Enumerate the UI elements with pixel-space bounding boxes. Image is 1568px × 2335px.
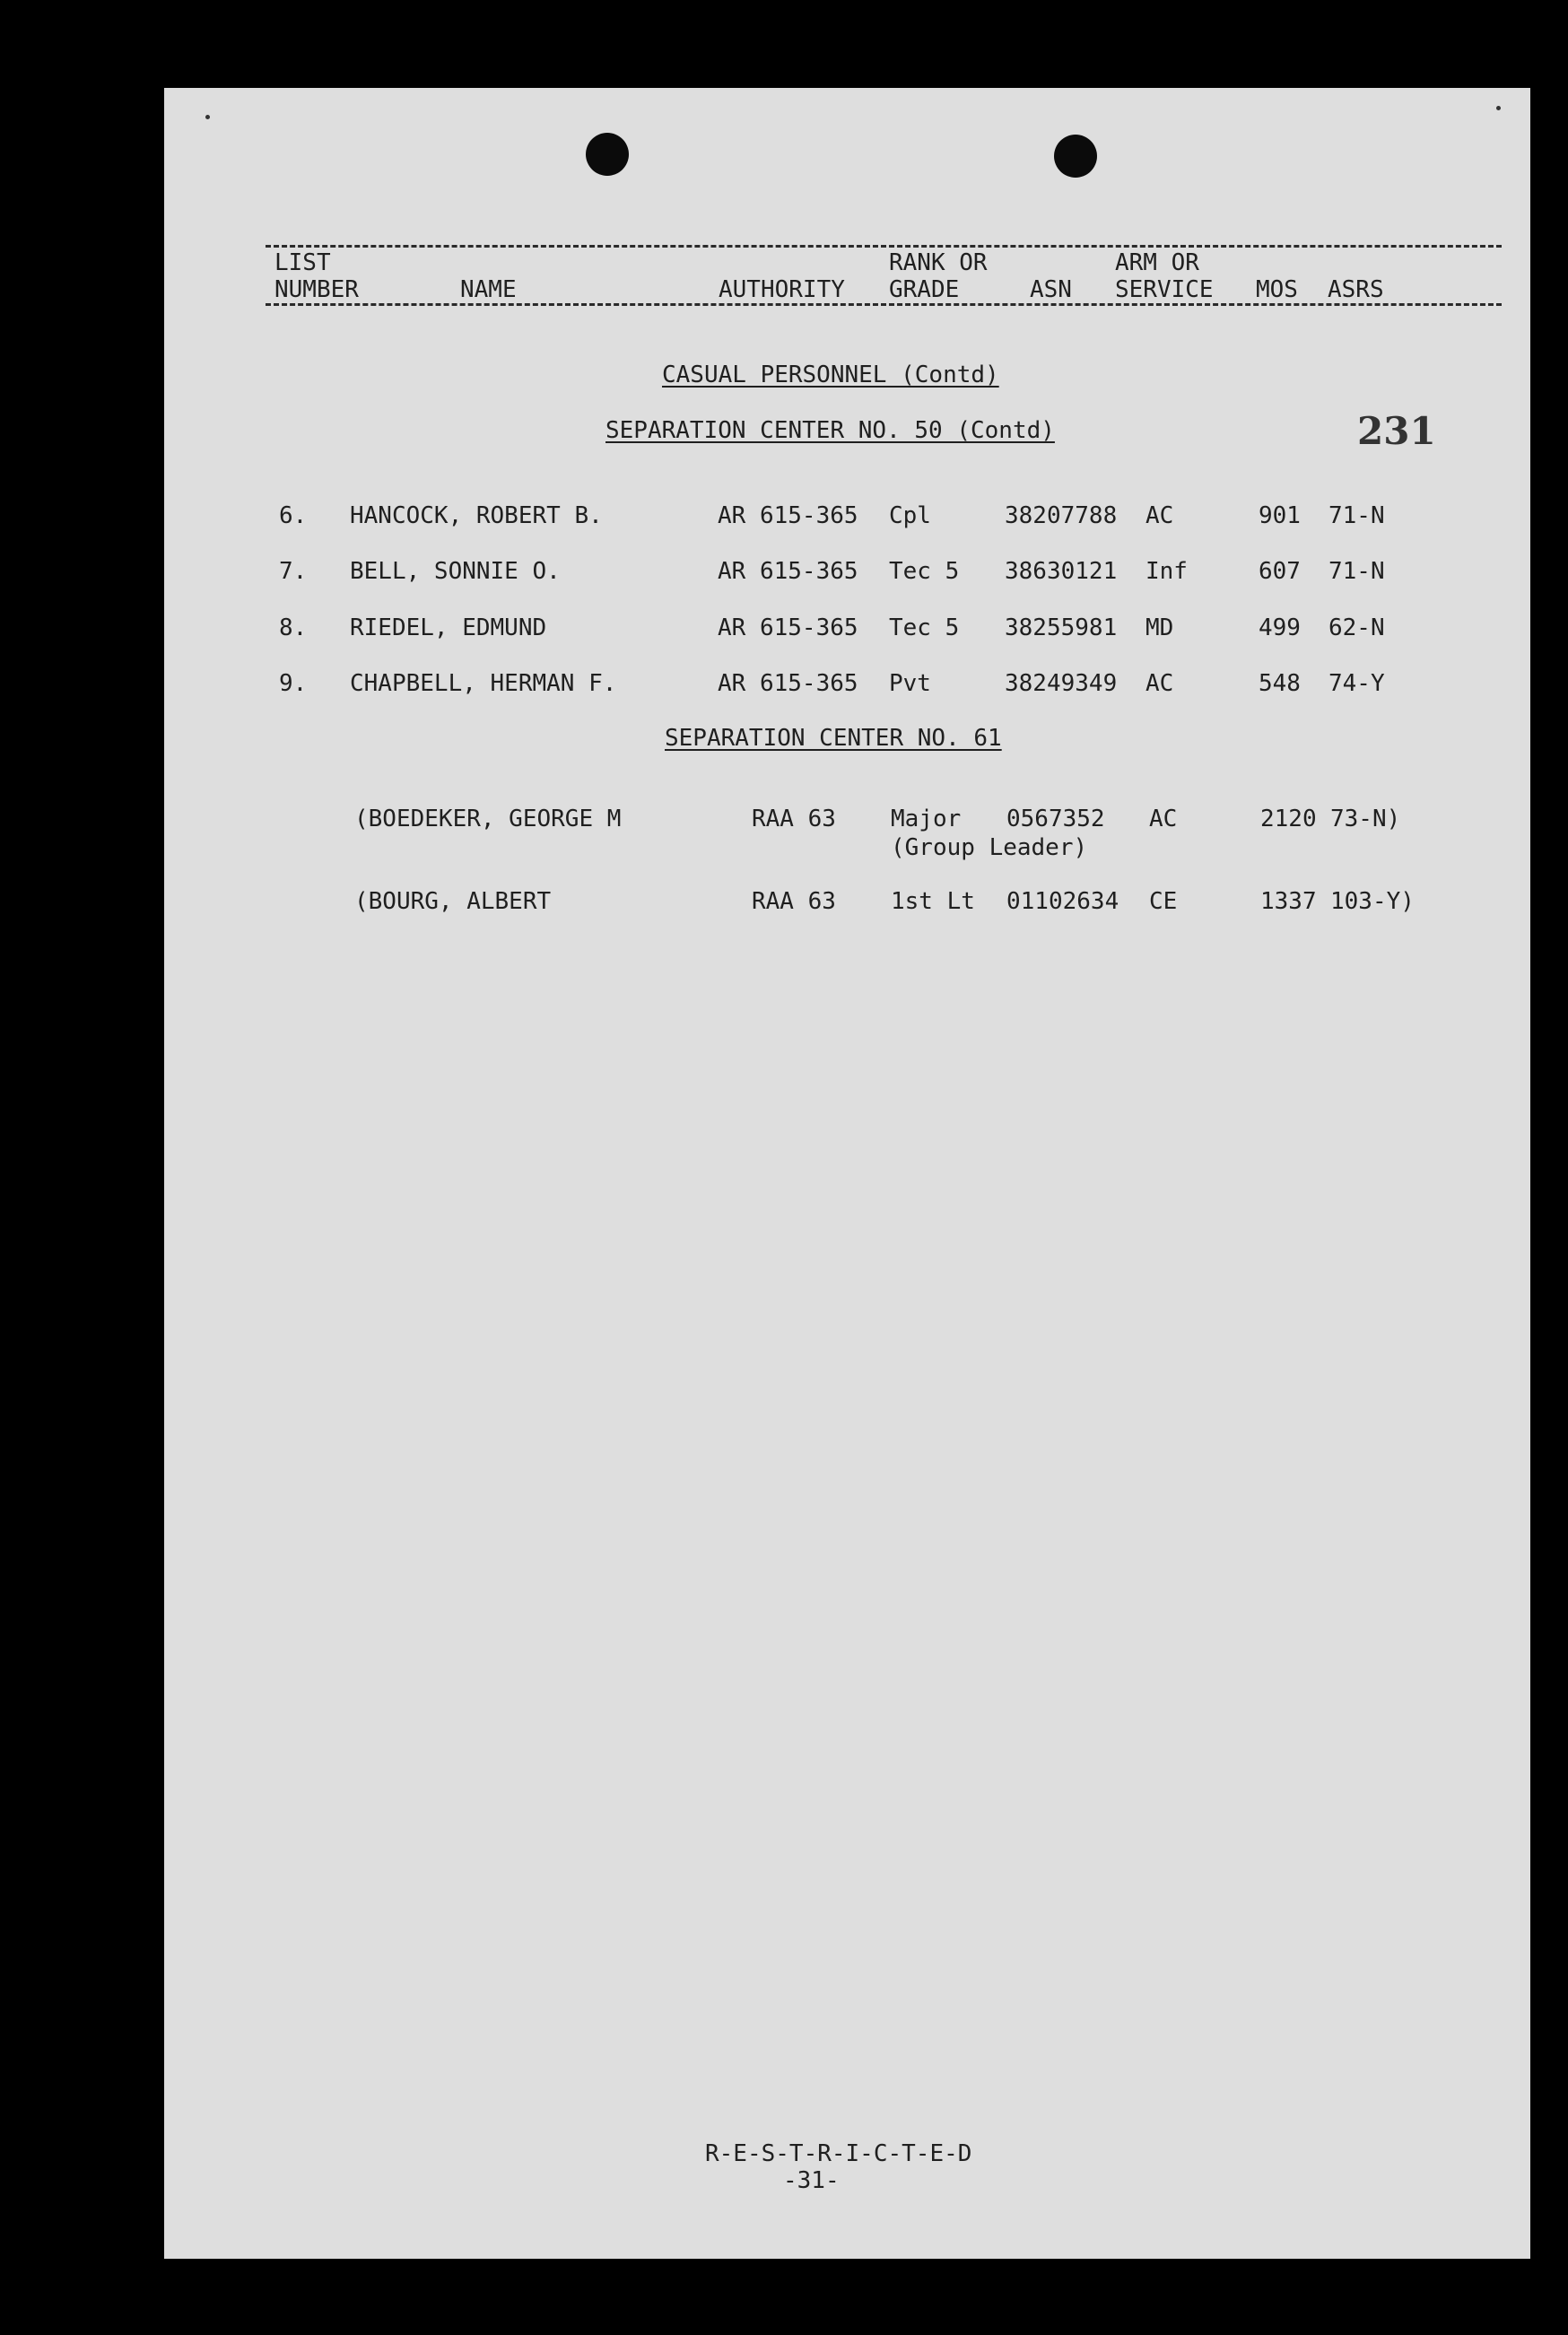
- header-bottom-rule: [266, 303, 1502, 306]
- row-number: 6.: [279, 502, 308, 529]
- heading-separation-center-50: SEPARATION CENTER NO. 50 (Contd): [605, 417, 1055, 444]
- row-asrs: 74-Y: [1328, 670, 1385, 697]
- row-grade: Tec 5: [889, 614, 960, 641]
- row-grade: Tec 5: [889, 558, 960, 585]
- row-authority: AR 615-365: [718, 614, 858, 641]
- row-arm: AC: [1146, 670, 1174, 697]
- row-name: HANCOCK, ROBERT B.: [350, 502, 603, 529]
- row-authority: AR 615-365: [718, 670, 858, 697]
- row-name: CHAPBELL, HERMAN F.: [350, 670, 617, 697]
- document-page: [164, 88, 1530, 2259]
- row-mos: 2120: [1260, 806, 1317, 832]
- header-arm: ARM OR: [1115, 249, 1199, 276]
- paper-speck: [1496, 106, 1501, 110]
- row-mos: 1337: [1260, 888, 1317, 915]
- header-list: LIST: [274, 249, 331, 276]
- row-number: 9.: [279, 670, 308, 697]
- row-mos: 607: [1259, 558, 1301, 585]
- footer-page-number: -31-: [783, 2167, 840, 2194]
- row-mos: 548: [1259, 670, 1301, 697]
- heading-casual-personnel: CASUAL PERSONNEL (Contd): [662, 362, 999, 388]
- row-grade: 1st Lt: [891, 888, 975, 915]
- row-asrs: 71-N: [1328, 502, 1385, 529]
- row-asn: 0567352: [1006, 806, 1105, 832]
- row-asrs: 71-N: [1328, 558, 1385, 585]
- header-service: SERVICE: [1115, 276, 1214, 303]
- row-asn: 38207788: [1005, 502, 1118, 529]
- header-mos: MOS: [1256, 276, 1298, 303]
- header-rank: RANK OR: [889, 249, 988, 276]
- row-authority: AR 615-365: [718, 502, 858, 529]
- page-stamp-number: 231: [1357, 409, 1436, 453]
- row-name: (BOURG, ALBERT: [354, 888, 552, 915]
- header-number: NUMBER: [274, 276, 359, 303]
- row-arm: CE: [1149, 888, 1178, 915]
- row-grade: Major: [891, 806, 962, 832]
- row-mos: 901: [1259, 502, 1301, 529]
- punch-hole-left: [586, 133, 629, 176]
- row-number: 7.: [279, 558, 308, 585]
- row-asn: 38255981: [1005, 614, 1118, 641]
- header-asrs: ASRS: [1328, 276, 1384, 303]
- row-number: 8.: [279, 614, 308, 641]
- row-arm: Inf: [1146, 558, 1188, 585]
- row-asrs: 73-N): [1330, 806, 1401, 832]
- row-arm: AC: [1149, 806, 1178, 832]
- row-asn: 38249349: [1005, 670, 1118, 697]
- heading-separation-center-61: SEPARATION CENTER NO. 61: [665, 725, 1002, 752]
- row-asn: 01102634: [1006, 888, 1119, 915]
- row-name: BELL, SONNIE O.: [350, 558, 561, 585]
- row-mos: 499: [1259, 614, 1301, 641]
- header-name: NAME: [460, 276, 517, 303]
- row-asrs: 62-N: [1328, 614, 1385, 641]
- row-arm: MD: [1146, 614, 1174, 641]
- footer-restricted: R-E-S-T-R-I-C-T-E-D: [705, 2140, 972, 2167]
- row-grade: Pvt: [889, 670, 931, 697]
- row-asn: 38630121: [1005, 558, 1118, 585]
- header-asn: ASN: [1030, 276, 1072, 303]
- row-grade: Cpl: [889, 502, 931, 529]
- punch-hole-right: [1054, 135, 1097, 178]
- row-authority: AR 615-365: [718, 558, 858, 585]
- row-authority: RAA 63: [752, 888, 836, 915]
- row-asrs: 103-Y): [1330, 888, 1415, 915]
- row-name: (BOEDEKER, GEORGE M: [354, 806, 622, 832]
- row-name: RIEDEL, EDMUND: [350, 614, 547, 641]
- header-authority: AUTHORITY: [719, 276, 845, 303]
- paper-speck: [205, 115, 210, 119]
- row-authority: RAA 63: [752, 806, 836, 832]
- header-grade: GRADE: [889, 276, 960, 303]
- row-arm: AC: [1146, 502, 1174, 529]
- row-grade-note: (Group Leader): [891, 834, 1088, 861]
- header-top-rule: [266, 245, 1502, 248]
